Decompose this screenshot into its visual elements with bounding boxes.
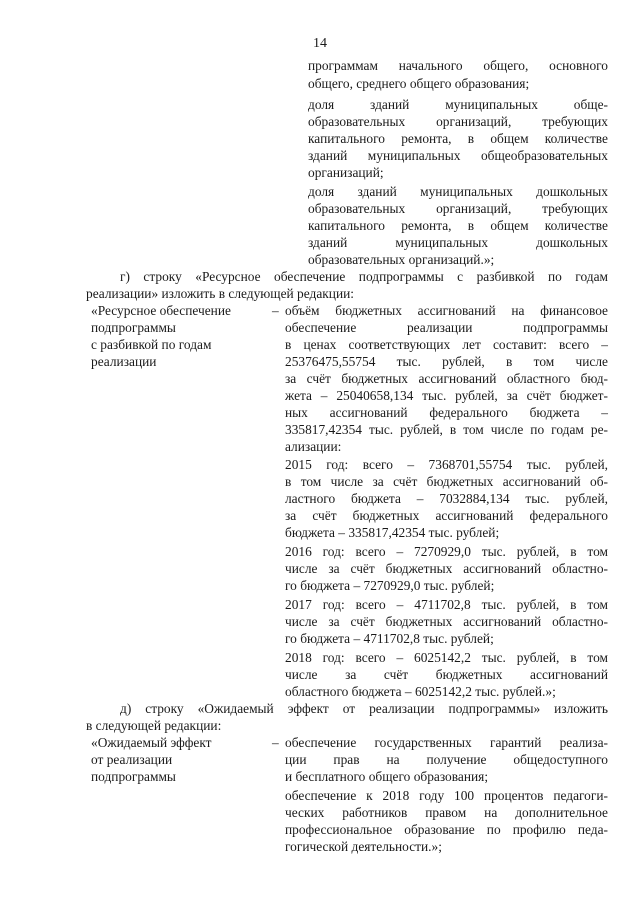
row-value-line: в ценах соответствующих лет составит: всего – — [285, 337, 608, 352]
row-value-line: 2016 год: всего – 7270929,0 тыс. рублей, в том — [285, 544, 608, 559]
section-intro-line: д) строку «Ожидаемый эффект от реализации подпрограммы» изложить — [120, 701, 608, 716]
row-value-line: ализации: — [285, 439, 342, 454]
page-number: 14 — [313, 36, 327, 51]
row-value-line: в том числе за счёт бюджетных ассигнований об- — [285, 474, 608, 489]
row-value-line: обеспечение государственных гарантий реализа- — [285, 735, 608, 750]
text-line: организаций; — [308, 165, 384, 180]
text-line: зданий муниципальных дошкольных — [308, 235, 608, 250]
row-value-line: гогической деятельности.»; — [285, 839, 442, 854]
row-value-line: ных ассигнований федерального бюджета – — [285, 405, 608, 420]
row-value-line: ластного бюджета – 7032884,134 тыс. рублей, — [285, 491, 608, 506]
text-line: капитального ремонта, в общем количестве — [308, 218, 608, 233]
row-value-line: объём бюджетных ассигнований на финансовое — [285, 303, 608, 318]
row-label — [91, 302, 269, 370]
text-line: зданий муниципальных общеобразовательных — [308, 148, 608, 163]
row-value-line: 2018 год: всего – 6025142,2 тыс. рублей, в том — [285, 650, 608, 665]
row-dash: – — [272, 735, 279, 750]
section-intro-line: в следующей редакции: — [86, 718, 222, 733]
row-value-line: жета – 25040658,134 тыс. рублей, за счёт бюджет- — [285, 388, 608, 403]
row-dash: – — [272, 303, 279, 318]
row-value-line: числе за счёт бюджетных ассигнований — [285, 667, 608, 682]
row-label-line: реализации — [91, 354, 157, 369]
text-line: доля зданий муниципальных обще- — [308, 97, 608, 112]
row-value-line: ческих работников правом на дополнительное — [285, 805, 608, 820]
row-value-line: обеспечение к 2018 году 100 процентов педагоги- — [285, 788, 608, 803]
text-line: доля зданий муниципальных дошкольных — [308, 184, 608, 199]
text-line: капитального ремонта, в общем количестве — [308, 131, 608, 146]
row-label-line: «Ожидаемый эффект — [91, 735, 212, 750]
row-value-line: 25376475,55754 тыс. рублей, в том числе — [285, 354, 608, 369]
row-label-line: подпрограммы — [91, 320, 176, 335]
row-value-line: и бесплатного общего образования; — [285, 769, 489, 784]
row-value-line: го бюджета – 7270929,0 тыс. рублей; — [285, 578, 495, 593]
row-value-line: за счёт бюджетных ассигнований федерального — [285, 508, 608, 523]
row-label-line: подпрограммы — [91, 769, 176, 784]
row-value-line: областного бюджета – 6025142,2 тыс. рублей.»; — [285, 684, 556, 699]
row-label-line: от реализации — [91, 752, 173, 767]
text-line: программам начального общего, основного — [308, 58, 608, 73]
row-value-line: за счёт бюджетных ассигнований областного бюд- — [285, 371, 608, 386]
row-value-line: 2015 год: всего – 7368701,55754 тыс. рублей, — [285, 457, 608, 472]
section-intro-line: г) строку «Ресурсное обеспечение подпрограммы с разбивкой по годам — [120, 269, 608, 284]
row-value-line: числе за счёт бюджетных ассигнований областно- — [285, 561, 608, 576]
row-label-line: «Ресурсное обеспечение — [91, 303, 231, 318]
row-label-line: с разбивкой по годам — [91, 337, 212, 352]
text-line: общего, среднего общего образования; — [308, 76, 530, 91]
section-intro-line: реализации» изложить в следующей редакции: — [86, 286, 354, 301]
row-value-line: обеспечение реализации подпрограммы — [285, 320, 608, 335]
row-value-line: профессиональное образование по профилю педа- — [285, 822, 608, 837]
row-value-line: ции прав на получение общедоступного — [285, 752, 608, 767]
row-value-line: го бюджета – 4711702,8 тыс. рублей; — [285, 631, 494, 646]
text-line: образовательных организаций, требующих — [308, 114, 608, 129]
row-value-line: бюджета – 335817,42354 тыс. рублей; — [285, 525, 500, 540]
text-line: образовательных организаций.»; — [308, 252, 495, 267]
text-line: образовательных организаций, требующих — [308, 201, 608, 216]
row-value-line: числе за счёт бюджетных ассигнований областно- — [285, 614, 608, 629]
row-label — [91, 734, 269, 785]
row-value-line: 2017 год: всего – 4711702,8 тыс. рублей, в том — [285, 597, 608, 612]
row-value-line: 335817,42354 тыс. рублей, в том числе по годам ре- — [285, 422, 608, 437]
